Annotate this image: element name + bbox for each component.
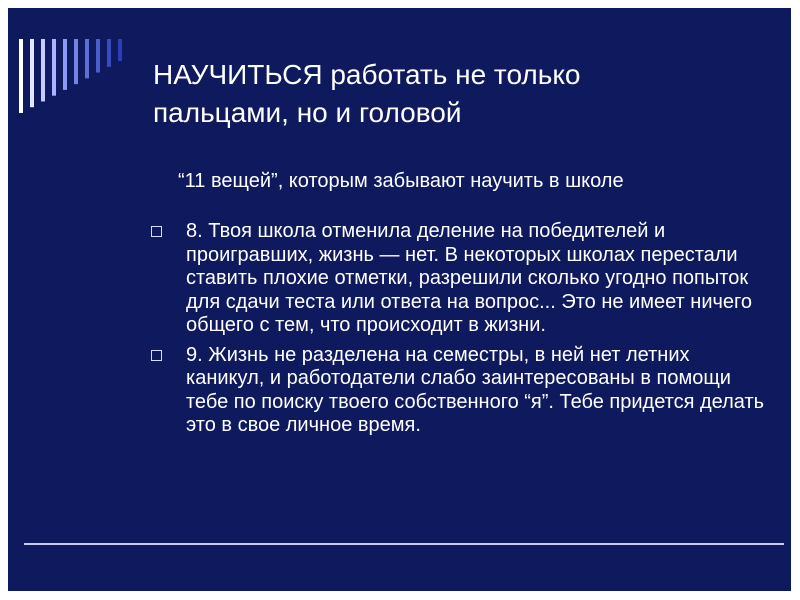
decorative-stripe <box>30 39 34 107</box>
slide-subtitle: “11 вещей”, которым забывают научить в школе <box>178 170 624 192</box>
decorative-stripe <box>19 39 23 113</box>
slide-title: НАУЧИТЬСЯ работать не только пальцами, но и головой <box>153 59 581 128</box>
bullet-text: 9. Жизнь не разделена на семестры, в ней нет летних каникул, и работодатели слабо заинтересованы в помощи тебе по поиску твоего собственного “я”. Тебе придется делать это в свое личное время. <box>186 343 765 436</box>
decorative-stripe <box>41 39 45 101</box>
decorative-stripe <box>63 39 67 90</box>
bullet-item-8 <box>148 220 773 338</box>
decorative-stripe <box>96 39 100 73</box>
bullet-list <box>148 220 773 444</box>
decorative-stripe <box>85 39 89 78</box>
bullet-item-9 <box>148 344 773 438</box>
decorative-stripe <box>52 39 56 96</box>
decorative-stripe <box>107 39 111 67</box>
decorative-stripe <box>118 39 122 61</box>
bullet-text: 8. Твоя школа отменила деление на победителей и проигравших, жизнь — нет. В некоторых школах перестали ставить плохие отметки, разрешили сколько угодно попыток для сдачи теста или ответа на вопрос... Это не имеет ничего общего с тем, что происходит в жизни. <box>186 220 753 336</box>
slide <box>8 8 791 591</box>
decorative-stripe <box>74 39 78 84</box>
square-bullet-icon <box>151 226 162 237</box>
bottom-divider-line <box>24 543 784 545</box>
square-bullet-icon <box>151 350 162 361</box>
decorative-stripes <box>17 39 137 119</box>
